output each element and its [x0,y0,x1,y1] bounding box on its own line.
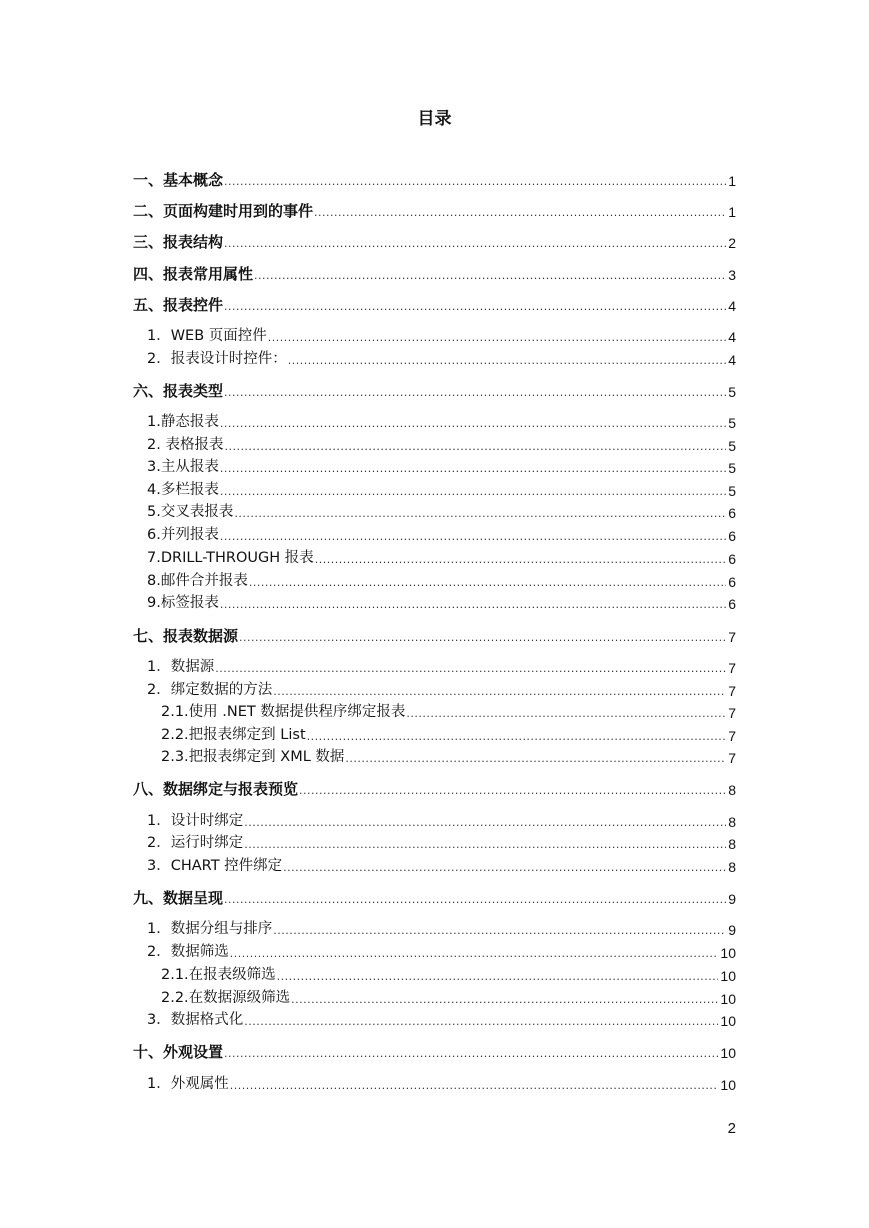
toc-entry-page: 1 [728,204,736,220]
toc-entry-page: 10 [720,1013,736,1029]
toc-entry-page: 5 [728,438,736,454]
toc-entry-label: 1．外观属性 [147,1076,229,1092]
toc-entry[interactable] [161,744,736,766]
toc-entry-label: 一、基本概念 [133,171,224,189]
toc-entry-label: 三、报表结构 [133,233,224,251]
toc-entry-label: 六、报表类型 [133,382,224,400]
toc-entry-label: 4.多栏报表 [147,482,219,498]
toc-leader-dots [299,784,726,798]
toc-entry-label: 七、报表数据源 [133,627,239,645]
toc-entry-label: 9.标签报表 [147,595,219,611]
toc-entry-label: 2．运行时绑定 [147,835,244,851]
toc-entry-label: 8.邮件合并报表 [147,573,248,589]
toc-entry-page: 5 [728,483,736,499]
toc-leader-dots [220,530,726,544]
toc-entry-page: 7 [728,750,736,766]
toc-entry-label: 7.DRILL-THROUGH 报表 [147,550,314,566]
toc-entry-page: 9 [728,891,736,907]
toc-leader-dots [220,417,726,431]
toc-leader-dots [224,300,726,314]
toc-leader-dots [283,861,726,875]
toc-entry-label: 2.2.把报表绑定到 List [161,727,306,743]
toc-entry-label: 6.并列报表 [147,527,219,543]
toc-entry-page: 6 [728,505,736,521]
toc-entry-page: 6 [728,596,736,612]
toc-leader-dots [314,206,726,220]
toc-entry-label: 1.静态报表 [147,414,219,430]
toc-entry[interactable] [147,808,736,830]
toc-leader-dots [215,662,726,676]
toc-entry-page: 6 [728,551,736,567]
toc-leader-dots [234,507,726,521]
toc-entry[interactable] [147,323,736,345]
toc-entry-label: 2.1.使用 .NET 数据提供程序绑定报表 [161,704,406,720]
toc-entry[interactable] [133,623,736,645]
toc-entry[interactable] [147,939,736,961]
page-number: 2 [727,1120,736,1137]
toc-leader-dots [220,485,726,499]
toc-entry[interactable] [147,654,736,676]
toc-entry-label: 3．数据格式化 [147,1012,244,1028]
toc-leader-dots [224,175,726,189]
toc-entry[interactable] [133,198,736,220]
toc-entry[interactable] [147,830,736,852]
toc-entry[interactable] [147,853,736,875]
toc-entry[interactable] [161,699,736,721]
toc-entry[interactable] [133,776,736,798]
toc-entry[interactable] [147,677,736,699]
toc-title: 目录 [417,109,452,129]
toc-entry-page: 8 [728,782,736,798]
toc-leader-dots [315,553,726,567]
toc-leader-dots [244,816,726,830]
toc-leader-dots [273,924,726,938]
toc-entry-page: 7 [728,660,736,676]
toc-leader-dots [244,1015,718,1029]
toc-entry[interactable] [147,409,736,431]
toc-entry[interactable] [133,378,736,400]
toc-entry-page: 5 [728,460,736,476]
toc-leader-dots [224,1047,718,1061]
toc-leader-dots [307,730,727,744]
toc-entry-label: 5.交叉表报表 [147,504,234,520]
toc-entry-page: 8 [728,859,736,875]
toc-entry-label: 1．数据源 [147,659,215,675]
toc-entry-page: 10 [720,968,736,984]
toc-entry-page: 4 [728,298,736,314]
toc-leader-dots [277,970,719,984]
toc-entry-label: 1．设计时绑定 [147,813,244,829]
toc-leader-dots [224,237,726,251]
toc-entry-label: 2.3.把报表绑定到 XML 数据 [161,749,345,765]
toc-entry[interactable] [147,568,736,590]
toc-entry-page: 3 [728,267,736,283]
toc-leader-dots [273,685,726,699]
toc-entry[interactable] [147,499,736,521]
toc-entry-page: 8 [728,814,736,830]
toc-entry[interactable] [161,722,736,744]
toc-leader-dots [224,386,726,400]
toc-leader-dots [345,752,726,766]
toc-entry-page: 7 [728,728,736,744]
toc-entry-label: 2．数据筛选 [147,944,229,960]
toc-entry-page: 6 [728,528,736,544]
toc-entry-label: 九、数据呈现 [133,889,224,907]
toc-entry-page: 10 [720,1077,736,1093]
toc-entry-label: 四、报表常用属性 [133,265,254,283]
toc-entry[interactable] [133,885,736,907]
toc-entry-page: 1 [728,173,736,189]
toc-entry[interactable] [133,292,736,314]
toc-entry-label: 二、页面构建时用到的事件 [133,202,314,220]
toc-leader-dots [291,993,718,1007]
toc-entry-label: 3.主从报表 [147,459,219,475]
toc-leader-dots [406,707,726,721]
toc-entry[interactable] [161,962,736,984]
toc-entry-label: 2．报表设计时控件： [147,351,287,367]
toc-entry[interactable] [147,432,736,454]
toc-entry[interactable] [133,167,736,189]
toc-entry[interactable] [133,1039,736,1061]
toc-entry[interactable] [133,229,736,251]
toc-leader-dots [224,893,726,907]
toc-entry-page: 5 [728,415,736,431]
toc-entry-page: 8 [728,836,736,852]
toc-entry-page: 4 [728,329,736,345]
toc-entry[interactable] [147,346,736,368]
toc-entry-label: 2.1.在报表级筛选 [161,967,276,983]
toc-entry-page: 7 [728,683,736,699]
toc-leader-dots [230,947,719,961]
toc-leader-dots [288,354,726,368]
toc-entry-label: 3．CHART 控件绑定 [147,858,283,874]
toc-entry-label: 1．WEB 页面控件 [147,328,267,344]
toc-entry-page: 4 [728,352,736,368]
toc-entry-label: 八、数据绑定与报表预览 [133,780,299,798]
toc-entry-label: 2.2.在数据源级筛选 [161,990,291,1006]
toc-leader-dots [239,631,726,645]
toc-entry-page: 2 [728,235,736,251]
toc-entry[interactable] [147,477,736,499]
toc-entry-page: 6 [728,574,736,590]
toc-entry-page: 10 [720,945,736,961]
toc-entry[interactable] [161,985,736,1007]
toc-leader-dots [230,1079,719,1093]
toc-entry-page: 5 [728,384,736,400]
toc-entry-label: 2．绑定数据的方法 [147,682,273,698]
toc-entry-page: 7 [728,705,736,721]
toc-entry-page: 9 [728,922,736,938]
toc-entry-label: 1．数据分组与排序 [147,921,273,937]
toc-entry-page: 10 [720,1045,736,1061]
toc-entry-page: 7 [728,629,736,645]
toc-entry[interactable] [147,1071,736,1093]
toc-entry-label: 2. 表格报表 [147,437,224,453]
toc-leader-dots [254,269,726,283]
toc-entry-page: 10 [720,991,736,1007]
toc-entry[interactable] [147,522,736,544]
toc-entry[interactable] [147,1007,736,1029]
toc-entry[interactable] [147,916,736,938]
toc-leader-dots [244,838,726,852]
toc-entry-label: 五、报表控件 [133,296,224,314]
toc-entry[interactable] [147,545,736,567]
toc-leader-dots [249,576,726,590]
toc-entry-label: 十、外观设置 [133,1043,224,1061]
toc-entry[interactable] [147,454,736,476]
toc-entry[interactable] [147,590,736,612]
toc-leader-dots [220,598,726,612]
toc-leader-dots [268,331,726,345]
toc-leader-dots [224,440,726,454]
toc-entry[interactable] [133,261,736,283]
toc-leader-dots [220,462,726,476]
